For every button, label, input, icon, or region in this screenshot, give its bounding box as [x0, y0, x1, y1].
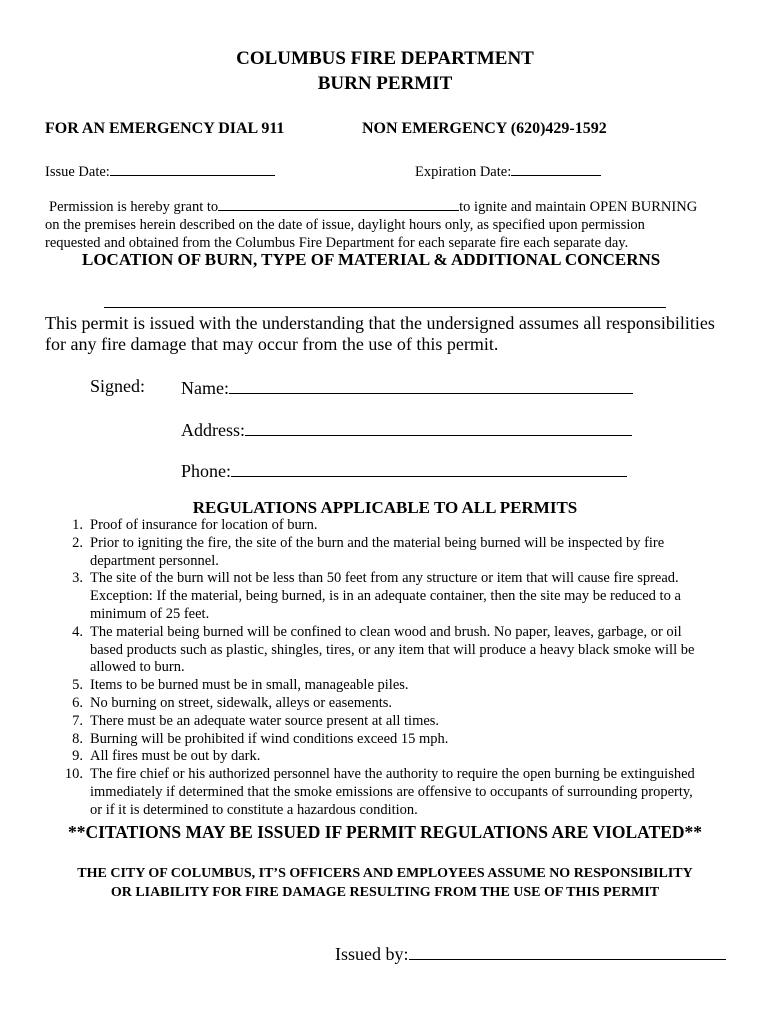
responsibility-line-2: for any fire damage that may occur from the use of this permit.	[45, 334, 499, 354]
liability-line-2: OR LIABILITY FOR FIRE DAMAGE RESULTING FROM THE USE OF THIS PERMIT	[110, 885, 660, 900]
citations-warning: **CITATIONS MAY BE ISSUED IF PERMIT REGULATIONS ARE VIOLATED**	[67, 822, 703, 842]
permission-line-3: requested and obtained from the Columbus Fire Department for each separate fire each separate day.	[45, 235, 629, 251]
regulation-text-line: Exception: If the material, being burned, is in an adequate container, then the site may be reduced to a	[90, 588, 681, 605]
regulation-text-line: Burning will be prohibited if wind conditions exceed 15 mph.	[90, 730, 449, 747]
regulation-number: 1.	[72, 517, 83, 533]
regulation-number: 2.	[72, 534, 83, 551]
regulations-heading: REGULATIONS APPLICABLE TO ALL PERMITS	[192, 498, 578, 517]
address-field[interactable]	[181, 418, 632, 441]
regulation-item	[45, 517, 735, 535]
regulation-item	[45, 695, 735, 713]
regulation-text-line: The site of the burn will not be less than 50 feet from any structure or item that will cause fire spread.	[90, 570, 679, 587]
issued-by-blank[interactable]	[409, 942, 726, 960]
regulation-text-line: department personnel.	[90, 552, 219, 569]
location-blank[interactable]	[104, 293, 666, 308]
regulation-text-line: The fire chief or his authorized personnel have the authority to require the open burning be extinguished	[90, 766, 695, 783]
regulation-text-line: The material being burned will be confined to clean wood and brush. No paper, leaves, garbage, or oil	[90, 623, 682, 640]
permission-start: Permission is hereby grant to	[49, 199, 219, 215]
responsibility-statement	[45, 313, 715, 355]
permission-end: to ignite and maintain OPEN BURNING	[459, 199, 698, 215]
regulations-list	[45, 517, 735, 820]
liability-line-1: THE CITY OF COLUMBUS, IT’S OFFICERS AND EMPLOYEES ASSUME NO RESPONSIBILITY	[77, 866, 693, 881]
issue-date-field[interactable]	[45, 161, 275, 181]
phone-label: Phone:	[181, 461, 232, 481]
regulation-item	[45, 748, 735, 766]
regulation-number: 4.	[72, 623, 83, 640]
name-field[interactable]	[181, 376, 633, 399]
liability-disclaimer	[0, 864, 770, 902]
regulation-number: 10.	[64, 766, 83, 783]
regulation-text-line: Items to be burned must be in small, manageable piles.	[90, 677, 409, 694]
regulation-number: 6.	[72, 694, 83, 711]
address-label: Address:	[181, 420, 245, 440]
regulation-item	[45, 766, 735, 819]
phone-field[interactable]	[181, 459, 627, 482]
regulation-item	[45, 570, 735, 623]
regulation-text-line: No burning on street, sidewalk, alleys or easements.	[90, 694, 393, 711]
regulation-text-line: minimum of 25 feet.	[90, 605, 210, 622]
regulation-text-line: or if it is determined to constitute a hazardous condition.	[90, 801, 418, 818]
regulation-number: 7.	[72, 712, 83, 729]
regulation-item	[45, 713, 735, 731]
regulation-item	[45, 535, 735, 571]
non-emergency-number: NON EMERGENCY (620)429-1592	[362, 120, 607, 137]
regulation-number: 8.	[72, 730, 83, 747]
regulation-text-line: allowed to burn.	[90, 659, 185, 676]
expiration-date-blank[interactable]	[511, 161, 601, 176]
regulation-text-line: Proof of insurance for location of burn.	[90, 517, 318, 533]
permit-title: BURN PERMIT	[317, 73, 453, 94]
regulation-item	[45, 624, 735, 677]
location-heading: LOCATION OF BURN, TYPE OF MATERIAL & ADDITIONAL CONCERNS	[82, 250, 661, 269]
regulation-item	[45, 677, 735, 695]
regulation-text-line: based products such as plastic, shingles, tires, or any item that will produce a heavy black smoke will be	[90, 641, 695, 658]
regulation-text-line: All fires must be out by dark.	[90, 748, 261, 765]
issued-by-field[interactable]	[335, 942, 726, 965]
responsibility-line-1: This permit is issued with the understanding that the undersigned assumes all responsibilities	[45, 313, 715, 333]
regulation-number: 3.	[72, 570, 83, 587]
issued-by-label: Issued by:	[335, 944, 409, 964]
phone-blank[interactable]	[231, 459, 627, 477]
regulation-text-line: immediately if determined that the smoke emissions are offensive to occupants of surrounding property,	[90, 783, 693, 800]
expiration-date-label: Expiration Date:	[415, 164, 512, 180]
regulation-text-line: Prior to igniting the fire, the site of the burn and the material being burned will be inspected by fire	[90, 534, 665, 551]
signed-label: Signed:	[90, 376, 146, 396]
issue-date-label: Issue Date:	[45, 164, 110, 180]
issue-date-blank[interactable]	[110, 161, 275, 176]
address-blank[interactable]	[245, 418, 632, 436]
name-blank[interactable]	[229, 376, 633, 394]
grantee-name-blank[interactable]	[218, 196, 459, 211]
expiration-date-field[interactable]	[415, 161, 601, 181]
emergency-number: FOR AN EMERGENCY DIAL 911	[45, 120, 285, 137]
regulation-item	[45, 731, 735, 749]
permission-line-2: on the premises herein described on the date of issue, daylight hours only, as specified upon permission	[45, 217, 645, 233]
regulation-number: 9.	[72, 748, 83, 765]
regulation-number: 5.	[72, 677, 83, 694]
regulation-text-line: There must be an adequate water source present at all times.	[90, 712, 440, 729]
department-title: COLUMBUS FIRE DEPARTMENT	[236, 48, 534, 69]
name-label: Name:	[181, 378, 229, 398]
permission-paragraph	[45, 196, 725, 252]
